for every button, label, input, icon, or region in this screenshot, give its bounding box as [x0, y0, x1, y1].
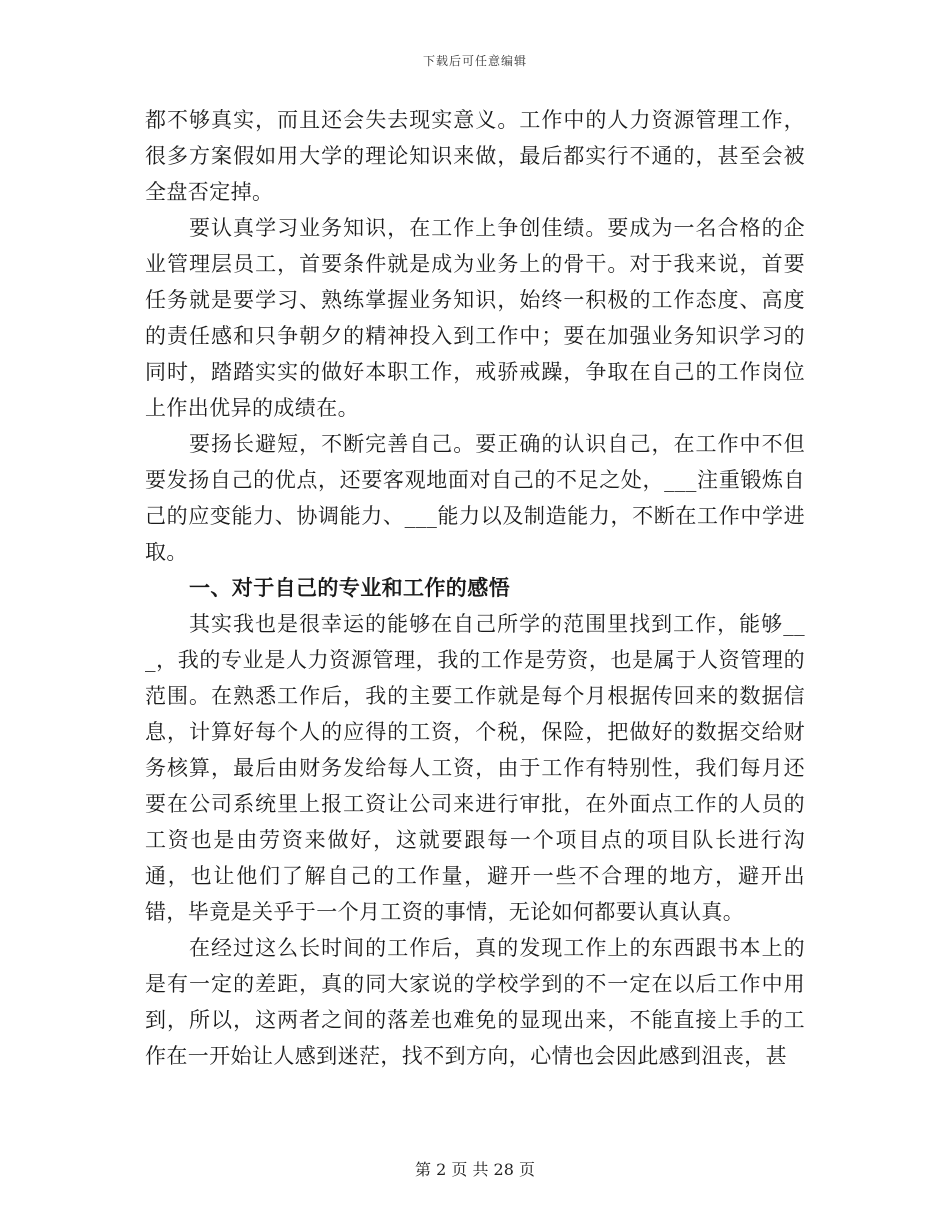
paragraph-continuation: 都不够真实，而且还会失去现实意义。工作中的人力资源管理工作，很多方案假如用大学的理论知识来做，最后都实行不通的，甚至会被全盘否定掉。: [145, 108, 805, 204]
section-heading: 一、对于自己的专业和工作的感悟: [189, 575, 510, 600]
paragraph-work-gap: 在经过这么长时间的工作后，真的发现工作上的东西跟书本上的是有一定的差距，真的同大家说的学校学到的不一定在以后工作中用到，所以，这两者之间的落差也难免的显现出来，不能直接上手的工作在一开始让人感到迷茫，找不到方向，心情也会因此感到沮丧，甚: [145, 936, 805, 1068]
document-body: [145, 102, 805, 1074]
paragraph-self-improvement: 要扬长避短，不断完善自己。要正确的认识自己，在工作中不但要发扬自己的优点，还要客观地面对自己的不足之处，___注重锻炼自己的应变能力、协调能力、___能力以及制造能力，不断在工作中学进取。: [145, 432, 805, 564]
page-header: 下载后可任意编辑: [422, 54, 527, 68]
page-number: 第 2 页 共 28 页: [415, 1160, 535, 1179]
paragraph-profession: 其实我也是很幸运的能够在自己所学的范围里找到工作，能够___，我的专业是人力资源管理，我的工作是劳资，也是属于人资管理的范围。在熟悉工作后，我的主要工作就是每个月根据传回来的数据信息，计算好每个人的应得的工资，个税，保险，把做好的数据交给财务核算，最后由财务发给每人工资，由于工作有特别性，我们每月还要在公司系统里上报工资让公司来进行审批，在外面点工作的人员的工资也是由劳资来做好，这就要跟每一个项目点的项目队长进行沟通，也让他们了解自己的工作量，避开一些不合理的地方，避开出错，毕竟是关乎于一个月工资的事情，无论如何都要认真认真。: [145, 612, 805, 924]
paragraph-business-knowledge: 要认真学习业务知识，在工作上争创佳绩。要成为一名合格的企业管理层员工，首要条件就是成为业务上的骨干。对于我来说，首要任务就是要学习、熟练掌握业务知识，始终一积极的工作态度、高度的责任感和只争朝夕的精神投入到工作中；要在加强业务知识学习的同时，踏踏实实的做好本职工作，戒骄戒躁，争取在自己的工作岗位上作出优异的成绩在。: [145, 216, 805, 420]
